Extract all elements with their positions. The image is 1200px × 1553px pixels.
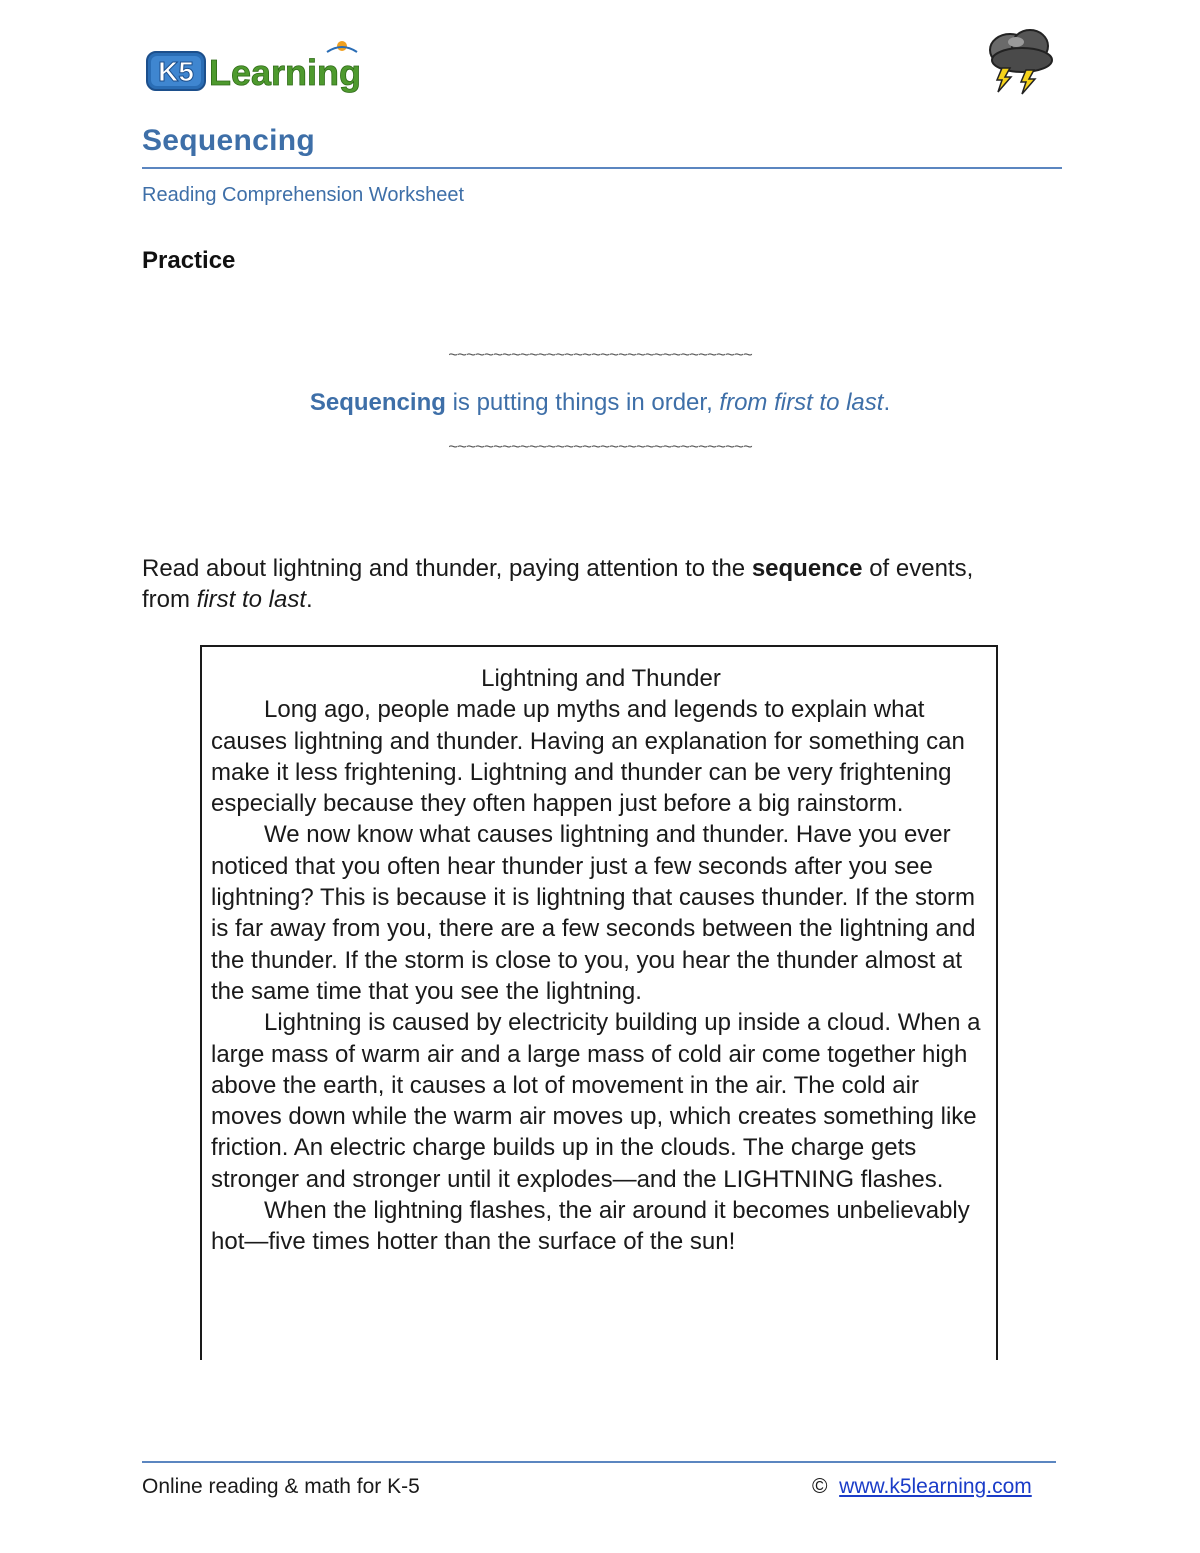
- k5-learning-logo: [145, 38, 400, 96]
- passage: [211, 663, 991, 1258]
- footer-tagline: Online reading & math for K-5: [142, 1475, 420, 1498]
- passage-paragraph: Lightning is caused by electricity building up inside a cloud. When a large mass of warm air and a large mass of cold air come together high above the earth, it causes a lot of movement in the air. The cold air moves down while the warm air moves up, which creates something like friction. An electric charge builds up in the clouds. The charge gets stronger and stronger until it explodes—and the LIGHTNING flashes.: [211, 1009, 981, 1193]
- definition-emphasis: from first to last: [719, 389, 884, 416]
- instructions-part1: Read about lightning and thunder, paying attention to the: [142, 555, 752, 582]
- passage-paragraph: When the lightning flashes, the air around it becomes unbelievably hot—five times hotter than the surface of the sun!: [211, 1197, 970, 1256]
- passage-paragraph: Long ago, people made up myths and legends to explain what causes lightning and thunder. Having an explanation for something can make it less frightening. Lightning and thunder can be very frightening especially because they often happen just before a big rainstorm.: [211, 696, 965, 818]
- page-subtitle: Reading Comprehension Worksheet: [142, 184, 465, 206]
- passage-title: Lightning and Thunder: [481, 665, 721, 692]
- tilde-divider-top: ~~~~~~~~~~~~~~~~~~~~~~~~~~~~~~~~~~: [448, 345, 752, 364]
- definition-term: Sequencing: [309, 389, 446, 416]
- footer-copyright: [812, 1475, 1032, 1499]
- instructions-part2: of events, from: [142, 555, 974, 613]
- instructions-end: .: [306, 586, 313, 613]
- footer-website-link[interactable]: www.k5learning.com: [839, 1475, 1032, 1498]
- page-title: Sequencing: [142, 124, 316, 157]
- storm-cloud-icon: [980, 24, 1060, 96]
- instructions-italic: first to last: [196, 586, 307, 613]
- header-divider: [142, 167, 1062, 169]
- instructions: [142, 553, 1012, 615]
- definition-sentence: [0, 389, 1200, 417]
- logo-k5-text: K5: [158, 56, 194, 87]
- definition-end: .: [883, 389, 891, 416]
- definition-middle: is putting things in order,: [445, 389, 720, 416]
- tilde-divider-bottom: ~~~~~~~~~~~~~~~~~~~~~~~~~~~~~~~~~~: [448, 437, 752, 456]
- section-heading: Practice: [142, 247, 236, 274]
- footer-divider: [142, 1461, 1056, 1463]
- instructions-bold: sequence: [751, 555, 863, 582]
- copyright-symbol: ©: [812, 1475, 828, 1498]
- logo-learning-text: Learning: [209, 52, 362, 93]
- passage-paragraph: We now know what causes lightning and thunder. Have you ever noticed that you often hear thunder just a few seconds after you see lightning? This is because it is lightning that causes thunder. If the storm is far away from you, there are a few seconds between the lightning and the thunder. If the storm is close to you, you hear the thunder almost at the same time that you see the lightning.: [211, 821, 976, 1005]
